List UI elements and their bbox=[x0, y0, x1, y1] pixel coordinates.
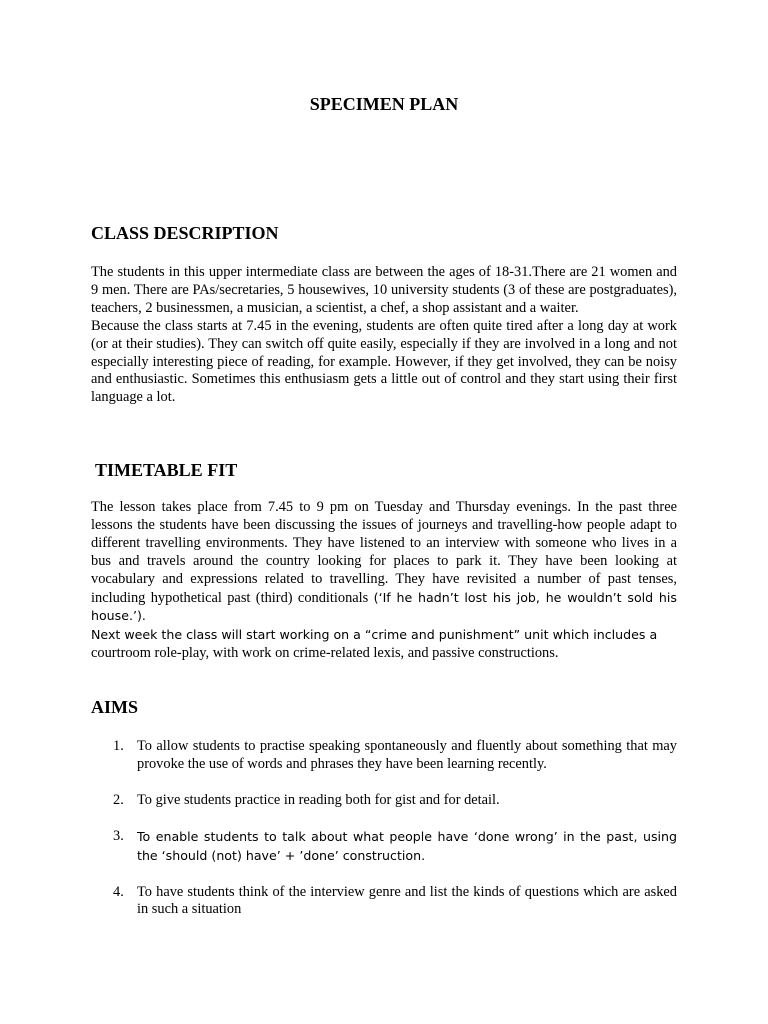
aim-text: To have students think of the interview genre and list the kinds of questions which are asked in such a situation bbox=[137, 883, 677, 918]
timetable-fit-example: (‘If he hadn’t lost his job, he wouldn’t sold his house.’). bbox=[91, 589, 677, 624]
timetable-fit-heading: TIMETABLE FIT bbox=[95, 460, 238, 480]
timetable-fit-body bbox=[91, 499, 677, 663]
aim-item bbox=[113, 884, 677, 920]
timetable-fit-next-week: Next week the class will start working on a “crime and punishment” unit which includes a bbox=[91, 627, 658, 643]
aim-number: 1. bbox=[113, 738, 124, 754]
aims-heading: AIMS bbox=[91, 697, 139, 717]
aim-text: To allow students to practise speaking spontaneously and fluently about something that may provoke the use of words and phrases they have been learning recently. bbox=[137, 738, 677, 772]
document-title: SPECIMEN PLAN bbox=[309, 94, 459, 114]
aim-item bbox=[113, 792, 677, 810]
aim-number: 3. bbox=[113, 827, 124, 844]
class-description-paragraph-2: Because the class starts at 7.45 in the evening, students are often quite tired after a long day at work (or at their studies). They can switch off quite easily, especially if they are involved in a long and not especially interesting piece of reading, for example. However, if they get involved, they can be noisy and enthusiastic. Sometimes this enthusiasm gets a little out of control and they start using their first language a lot. bbox=[91, 317, 677, 406]
timetable-fit-text-1: The lesson takes place from 7.45 to 9 pm on Tuesday and Thursday evenings. In the past three lessons the students have been discussing the issues of journeys and travelling-how people adapt to different travelling environments. They have listened to an interview with someone who lives in a bus and travels around the country looking for places to park it. They have been looking at vocabulary and expressions related to travelling. They have revisited a number of past tenses, including hypothetical past (third) conditionals bbox=[91, 499, 677, 606]
aim-text: To enable students to talk about what people have ‘done wrong’ in the past, using the ‘should (not) have’ + ’done’ construction. bbox=[137, 828, 677, 863]
aim-text: To give students practice in reading both for gist and for detail. bbox=[137, 791, 500, 808]
class-description-heading: CLASS DESCRIPTION bbox=[91, 223, 279, 243]
class-description-body bbox=[91, 264, 677, 407]
aim-number: 4. bbox=[113, 883, 124, 900]
aim-item bbox=[113, 828, 677, 866]
timetable-fit-next-week-continued: courtroom role-play, with work on crime-related lexis, and passive constructions. bbox=[91, 645, 559, 662]
aims-list bbox=[113, 738, 677, 919]
aim-number: 2. bbox=[113, 791, 124, 808]
aim-item bbox=[113, 738, 677, 774]
class-description-paragraph-1: The students in this upper intermediate class are between the ages of 18-31.There are 21 women and 9 men. There are PAs/secretaries, 5 housewives, 10 university students (3 of these are postgraduates), teachers, 2 businessmen, a musician, a scientist, a chef, a shop assistant and a waiter. bbox=[91, 264, 677, 316]
